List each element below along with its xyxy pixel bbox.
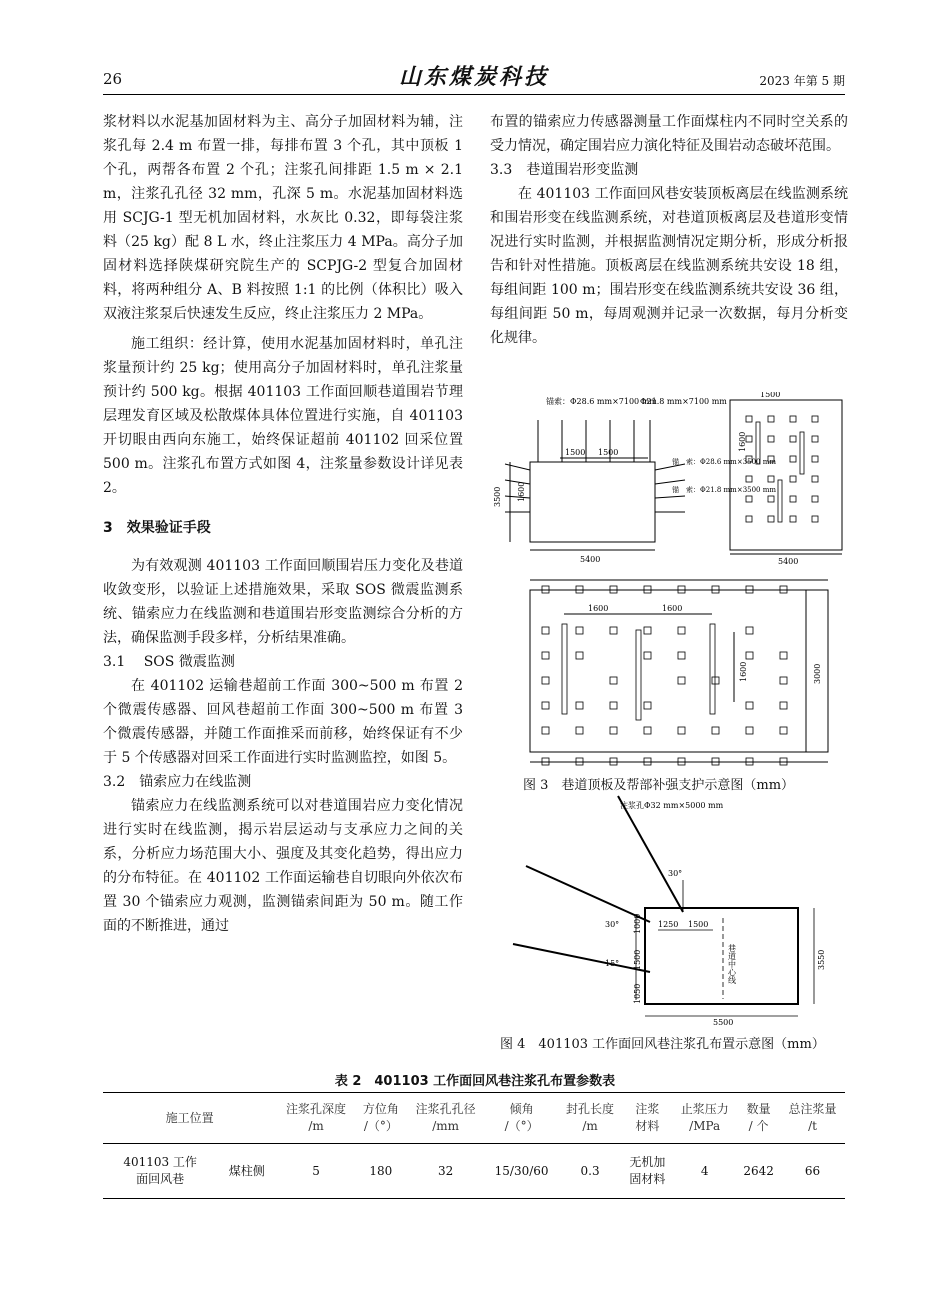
fig3-dim-1600: 1600 [738, 431, 747, 452]
fig4-dim-1050: 1050 [633, 983, 642, 1004]
figure-3-caption: 图 3 巷道顶板及帮部补强支护示意图（mm） [523, 778, 795, 793]
left-column [103, 110, 463, 938]
fig4-dim-1250: 1250 [658, 920, 679, 929]
fig3-dim-5400: 5400 [580, 555, 601, 564]
subsection-heading: 3.1 SOS 微震监测 [103, 654, 235, 670]
paragraph: 锚索应力在线监测系统可以对巷道围岩应力变化情况进行实时在线监测，揭示岩层运动与支承应力之间的关系，分析应力场范围大小、强度及其变化趋势，得出应力的分布特征。在 401102 工作面运输巷自切眼向外依次布置 30 个锚索应力观测，监测锚索间距为 50 m。随工作面的不断推进，通过 [103, 798, 463, 934]
figure-3-diagram [490, 392, 850, 772]
fig3-dim-3000: 3000 [813, 663, 822, 684]
fig4-hole-label: 注浆孔Φ32 mm×5000 mm [620, 801, 724, 810]
fig4-angle-30: 30° [668, 869, 683, 878]
col-header: 注浆孔深度 /m [276, 1093, 356, 1144]
fig4-dim-1500: 1500 [633, 949, 642, 970]
cell-depth: 5 [276, 1144, 356, 1199]
issue-label: 2023 年第 5 期 [759, 74, 845, 88]
fig4-dim-1500: 1500 [688, 920, 709, 929]
fig3-dim-1500: 1500 [565, 448, 586, 457]
paragraph: 为有效观测 401103 工作面回顺围岩压力变化及巷道收敛变形，以验证上述措施效果，采取 SOS 微震监测系统、锚索应力在线监测和巷道围岩形变监测综合分析的方法，确保监测手段多样，分析结果准确。 [103, 558, 463, 646]
col-header: 总注浆量 /t [780, 1093, 845, 1144]
cell-dip: 15/30/60 [486, 1144, 558, 1199]
subsection-heading: 3.3 巷道围岩形变监测 [490, 162, 639, 178]
col-header: 倾角 /（°） [486, 1093, 558, 1144]
col-header: 方位角 /（°） [356, 1093, 406, 1144]
fig4-angle-30: 30° [605, 920, 620, 929]
fig3-dim-5400: 5400 [778, 557, 799, 566]
fig4-dim-5500: 5500 [713, 1018, 734, 1027]
col-header: 封孔长度 /m [558, 1093, 623, 1144]
fig3-dim-1600: 1600 [517, 481, 526, 502]
cell-location: 401103 工作 面回风巷 [103, 1144, 217, 1199]
cell-azimuth: 180 [356, 1144, 406, 1199]
col-header: 施工位置 [103, 1093, 276, 1144]
paragraph: 施工组织：经计算，使用水泥基加固材料时，单孔注浆量预计约 25 kg；使用高分子加固材料时，单孔注浆量预计约 500 kg。根据 401103 工作面回顺巷道围岩节理层理发育区域及松散煤体具体位置进行实施，自 401103 开切眼由西向东施工，始终保证超前 401102 回采位置 500 m。注浆孔布置方式如图 4，注浆量参数设计详见表 2。 [103, 336, 463, 496]
page-header [103, 64, 845, 90]
journal-logo: 山东煤炭科技 [398, 64, 550, 90]
fig4-dim-3550: 3550 [817, 949, 826, 970]
table-2 [103, 1092, 845, 1199]
table-2-title: 表 2 401103 工作面回风巷注浆孔布置参数表 [334, 1074, 616, 1089]
right-column [490, 110, 848, 350]
col-header: 注浆 材料 [622, 1093, 672, 1144]
fig3-dim-1500: 1500 [598, 448, 619, 457]
fig3-dim-1600: 1600 [588, 604, 609, 613]
figure-4-caption: 图 4 401103 工作面回风巷注浆孔布置示意图（mm） [500, 1037, 825, 1052]
col-header: 数量 / 个 [737, 1093, 780, 1144]
paragraph: 布置的锚索应力传感器测量工作面煤柱内不同时空关系的受力情况，确定围岩应力演化特征及围岩动态破坏范围。 [490, 114, 848, 154]
fig3-anchor-label-1: 锚索：Φ28.6 mm×7100 mm [546, 397, 657, 406]
cell-material: 无机加 固材料 [622, 1144, 672, 1199]
cell-side: 煤柱侧 [217, 1144, 276, 1199]
fig3-dim-1500: 1500 [760, 392, 781, 399]
section-heading: 3 效果验证手段 [103, 520, 211, 536]
page-number: 26 [103, 70, 123, 88]
fig3-anchor-label-2: Φ21.8 mm×7100 mm [640, 397, 727, 406]
table-row [103, 1144, 845, 1199]
fig3-dim-1600: 1600 [662, 604, 683, 613]
cell-seal: 0.3 [558, 1144, 623, 1199]
paragraph: 在 401103 工作面回风巷安装顶板离层在线监测系统和围岩形变在线监测系统，对巷道顶板离层及巷道形变情况进行实时监测，并根据监测情况定期分析，形成分析报告和针对性措施。顶板离层在线监测系统共安设 18 组，每组间距 100 m；围岩形变在线监测系统共安设 36 组，每组间距 50 m，每周观测并记录一次数据，每月分析变化规律。 [490, 186, 848, 346]
fig4-dim-1000: 1000 [633, 913, 642, 934]
col-header: 注浆孔孔径 /mm [406, 1093, 486, 1144]
figure-4-diagram [508, 794, 848, 1030]
fig4-centerline-label: 巷道中心线 [727, 944, 737, 984]
cell-diameter: 32 [406, 1144, 486, 1199]
header-rule [103, 94, 845, 95]
paragraph: 浆材料以水泥基加固材料为主、高分子加固材料为辅，注浆孔每 2.4 m 布置一排，每排布置 3 个孔，其中顶板 1 个孔，两帮各布置 2 个孔；注浆孔间排距 1.5 m × 2.1 m，注浆孔孔径 32 mm，孔深 5 m。水泥基加固材料选用 SCJG-1 型无机加固材料，水灰比 0.32，即每袋注浆料（25 kg）配 8 L 水，终止注浆压力 4 MPa。高分子加固材料选择陕煤研究院生产的 SCPJG-2 型复合加固材料，将两种组分 A、B 料按照 1:1 的比例（体积比）吸入双液注浆泵后快速发生反应，终止注浆压力 2 MPa。 [103, 114, 463, 322]
fig3-dim-3500: 3500 [493, 486, 502, 507]
fig3-dim-1600: 1600 [739, 661, 748, 682]
fig3-anchor-label-3: 锚 索：Φ28.6 mm×3500 mm [672, 458, 777, 466]
subsection-heading: 3.2 锚索应力在线监测 [103, 774, 252, 790]
paragraph: 在 401102 运输巷超前工作面 300~500 m 布置 2 个微震传感器、回风巷超前工作面 300~500 m 布置 3 个微震传感器，并随工作面推采而前移，始终保证有不少于 5 个传感器对回采工作面进行实时监测监控，如图 5。 [103, 678, 463, 766]
cell-count: 2642 [737, 1144, 780, 1199]
cell-pressure: 4 [672, 1144, 737, 1199]
fig3-anchor-label-4: 锚 索：Φ21.8 mm×3500 mm [672, 486, 777, 494]
cell-total: 66 [780, 1144, 845, 1199]
table-header-row [103, 1093, 845, 1144]
col-header: 止浆压力 /MPa [672, 1093, 737, 1144]
fig4-angle-15: 15° [605, 959, 620, 968]
